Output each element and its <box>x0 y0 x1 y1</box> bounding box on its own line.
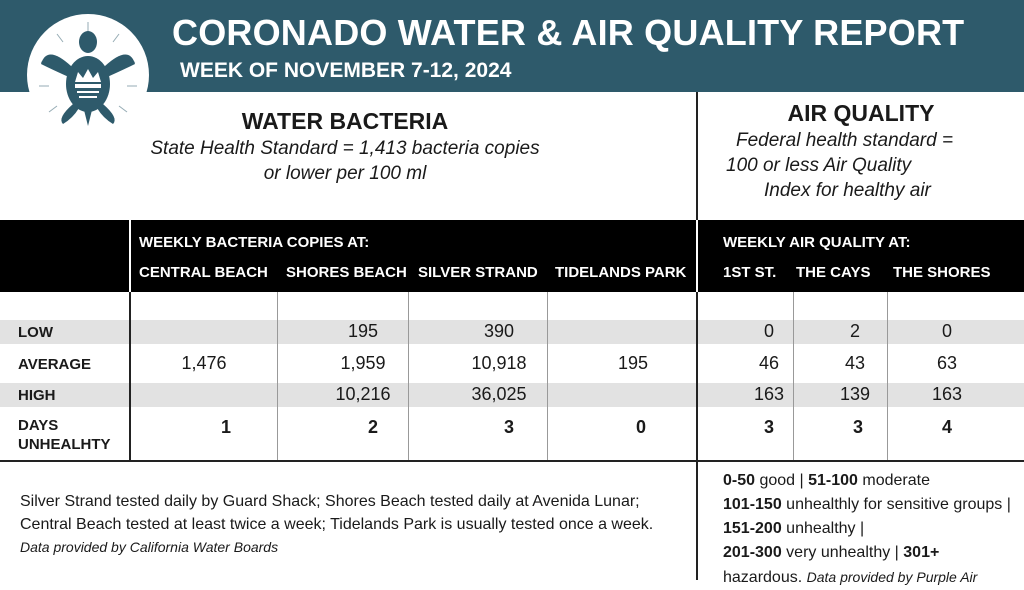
row-label-average: AVERAGE <box>18 356 92 373</box>
legend-text: very unhealthy | <box>781 544 904 561</box>
column-header-central-beach: CENTRAL BEACH <box>139 264 268 281</box>
air-standard-line1: Federal health standard = <box>736 130 954 151</box>
cell-days-tidelands-park: 0 <box>635 417 646 437</box>
report-title: CORONADO WATER & AIR QUALITY REPORT <box>172 12 965 53</box>
column-header-the-shores: THE SHORES <box>893 264 991 281</box>
column-header-silver-strand: SILVER STRAND <box>418 264 538 281</box>
cell-average-central-beach: 1,476 <box>181 353 227 373</box>
table-bottom-rule <box>0 460 1024 462</box>
air-heading: AIR QUALITY <box>787 100 935 126</box>
cell-low-the-cays: 2 <box>849 321 860 341</box>
legend-range: 51-100 <box>808 472 858 489</box>
cell-average-1st-st: 46 <box>758 353 780 373</box>
cell-low-silver-strand: 390 <box>483 321 515 341</box>
legend-text: good | <box>755 472 809 489</box>
legend-range: 101-150 <box>723 496 782 513</box>
legend-text: moderate <box>857 472 930 489</box>
cell-high-shores-beach: 10,216 <box>335 384 391 404</box>
legend-range: 0-50 <box>723 472 756 489</box>
cell-high-the-cays: 139 <box>839 384 871 404</box>
cell-days-the-shores: 4 <box>941 417 952 437</box>
cell-average-the-shores: 63 <box>936 353 958 373</box>
air-bar-label: WEEKLY AIR QUALITY AT: <box>723 234 911 251</box>
cell-average-tidelands-park: 195 <box>617 353 649 373</box>
legend-range: 151-200 <box>723 520 782 537</box>
cell-high-1st-st: 163 <box>753 384 785 404</box>
cell-days-the-cays: 3 <box>852 417 863 437</box>
legend-text: unhealthly for sensitive groups | <box>781 496 1011 513</box>
header-divider <box>696 220 698 292</box>
legend-text: hazardous. <box>723 569 803 586</box>
cell-days-shores-beach: 2 <box>367 417 378 437</box>
cell-low-1st-st: 0 <box>763 321 774 341</box>
footnote-text: Silver Strand tested daily by Guard Shack; Shores Beach tested daily at Avenida Lunar; Central Beach tested at least twice a week; Tidelands Park is usually tested once a week. <box>20 493 654 533</box>
water-heading: WATER BACTERIA <box>241 108 449 134</box>
cell-low-the-shores: 0 <box>941 321 952 341</box>
row-label-line: UNHEALHTY <box>18 436 111 453</box>
row-label-low: LOW <box>18 324 53 341</box>
column-header-1st-st: 1ST ST. <box>723 264 777 281</box>
air-standard-line3: Index for healthy air <box>764 180 931 201</box>
cell-average-shores-beach: 1,959 <box>340 353 386 373</box>
water-footnote <box>20 490 680 559</box>
legend-text: unhealthy | <box>781 520 865 537</box>
table-header-bar <box>0 220 1024 292</box>
cell-high-the-shores: 163 <box>931 384 963 404</box>
row-label-high: HIGH <box>18 387 56 404</box>
footnote-source: Data provided by California Water Boards <box>20 539 279 555</box>
column-header-shores-beach: SHORES BEACH <box>286 264 407 281</box>
cell-days-central-beach: 1 <box>220 417 231 437</box>
header-divider <box>129 220 131 292</box>
water-standard-line2: or lower per 100 ml <box>263 163 427 184</box>
column-header-the-cays: THE CAYS <box>796 264 871 281</box>
legend-range: 201-300 <box>723 544 782 561</box>
water-standard <box>0 136 690 186</box>
water-bar-label: WEEKLY BACTERIA COPIES AT: <box>139 234 370 251</box>
air-standard <box>706 128 1024 203</box>
water-standard-line1: State Health Standard = 1,413 bacteria copies <box>150 138 540 159</box>
legend-range: 301+ <box>903 544 940 561</box>
cell-average-silver-strand: 10,918 <box>471 353 527 373</box>
row-label-line: DAYS <box>18 417 59 434</box>
report-subtitle: WEEK OF NOVEMBER 7-12, 2024 <box>180 59 512 82</box>
cell-low-shores-beach: 195 <box>347 321 379 341</box>
legend-source: Data provided by Purple Air <box>806 569 978 585</box>
cell-days-1st-st: 3 <box>763 417 774 437</box>
cell-high-silver-strand: 36,025 <box>471 384 527 404</box>
cell-days-silver-strand: 3 <box>503 417 514 437</box>
section-divider <box>696 92 698 220</box>
row-label-days-unhealthy <box>18 416 111 454</box>
aqi-legend <box>723 469 1023 590</box>
cell-average-the-cays: 43 <box>844 353 866 373</box>
column-header-tidelands-park: TIDELANDS PARK <box>555 264 687 281</box>
air-standard-line2: 100 or less Air Quality <box>726 155 912 176</box>
